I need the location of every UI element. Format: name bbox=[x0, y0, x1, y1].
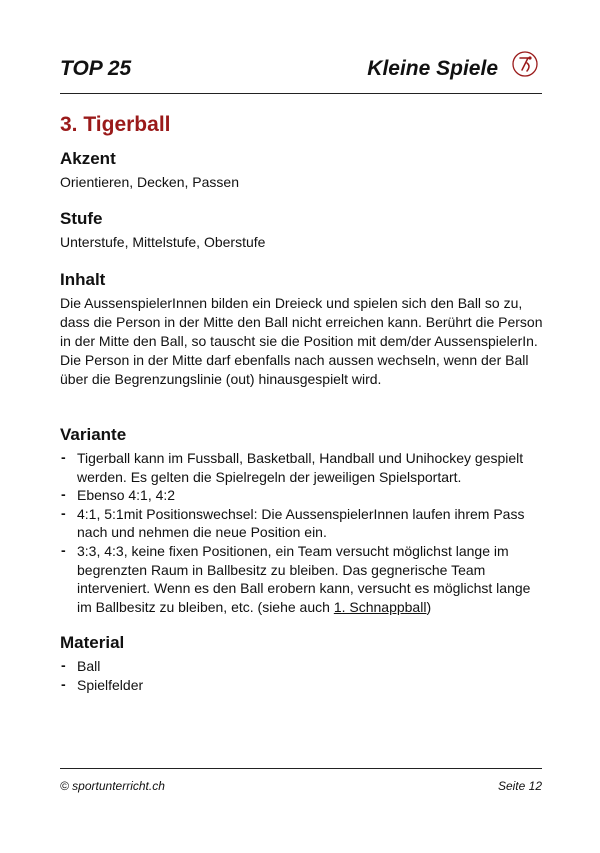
section-inhalt bbox=[60, 270, 544, 389]
variante-item: - Ebenso 4:1, 4:2 bbox=[60, 486, 544, 505]
variante-item: - Tigerball kann im Fussball, Basketball, Handball und Unihockey gespielt werden. Es gelten die Spielregeln der jeweiligen Spielsportart. bbox=[60, 449, 544, 486]
variante-item-end: ) bbox=[426, 598, 432, 615]
variante-heading: Variante bbox=[60, 425, 127, 444]
section-variante bbox=[60, 425, 544, 616]
footer-page-number: Seite 12 bbox=[497, 779, 542, 793]
header-top25: TOP 25 bbox=[60, 57, 132, 80]
material-item: - Spielfelder bbox=[60, 676, 544, 695]
variante-list bbox=[60, 449, 544, 616]
page-title: 3. Tigerball bbox=[60, 113, 171, 136]
material-list bbox=[60, 657, 544, 694]
header-kleine-spiele: Kleine Spiele bbox=[367, 57, 498, 80]
page-footer bbox=[60, 768, 542, 793]
page-header bbox=[60, 55, 542, 94]
stufe-heading: Stufe bbox=[60, 209, 103, 228]
variante-item bbox=[60, 542, 544, 616]
inhalt-text: Die AussenspielerInnen bilden ein Dreieck und spielen sich den Ball so zu, dass die Person in der Mitte den Ball nicht erreichen kann. Berührt die Person in der Mitte den Ball, so tauscht sie die Position mit dem/der AussenspielerIn. Die Person in der Mitte darf ebenfalls nach aussen wechseln, wenn der Ball über die Begrenzungslinie (out) hinausgespielt wird. bbox=[60, 295, 543, 387]
footer-copyright: © sportunterricht.ch bbox=[60, 779, 165, 793]
akzent-heading: Akzent bbox=[60, 149, 116, 168]
section-stufe bbox=[60, 209, 544, 252]
section-material bbox=[60, 633, 544, 694]
logo-icon bbox=[510, 49, 540, 79]
inhalt-heading: Inhalt bbox=[60, 270, 106, 289]
stufe-text: Unterstufe, Mittelstufe, Oberstufe bbox=[60, 234, 266, 250]
material-heading: Material bbox=[60, 633, 125, 652]
section-akzent bbox=[60, 149, 544, 192]
schnappball-link[interactable]: 1. Schnappball bbox=[333, 598, 427, 615]
material-item: - Ball bbox=[60, 657, 544, 676]
variante-item-text: 3:3, 4:3, keine fixen Positionen, ein Team versucht möglichst lange im begrenzten Raum in Ballbesitz zu bleiben. Das gegnerische Team interveniert. Wenn es den Ball erobern kann, versucht es möglichst lange im Ballbesitz zu bleiben, etc. (siehe auch bbox=[77, 542, 531, 615]
akzent-text: Orientieren, Decken, Passen bbox=[60, 174, 239, 190]
variante-item: - 4:1, 5:1mit Positionswechsel: Die AussenspielerInnen laufen ihrem Pass nach und nehmen die neue Position ein. bbox=[60, 505, 544, 542]
